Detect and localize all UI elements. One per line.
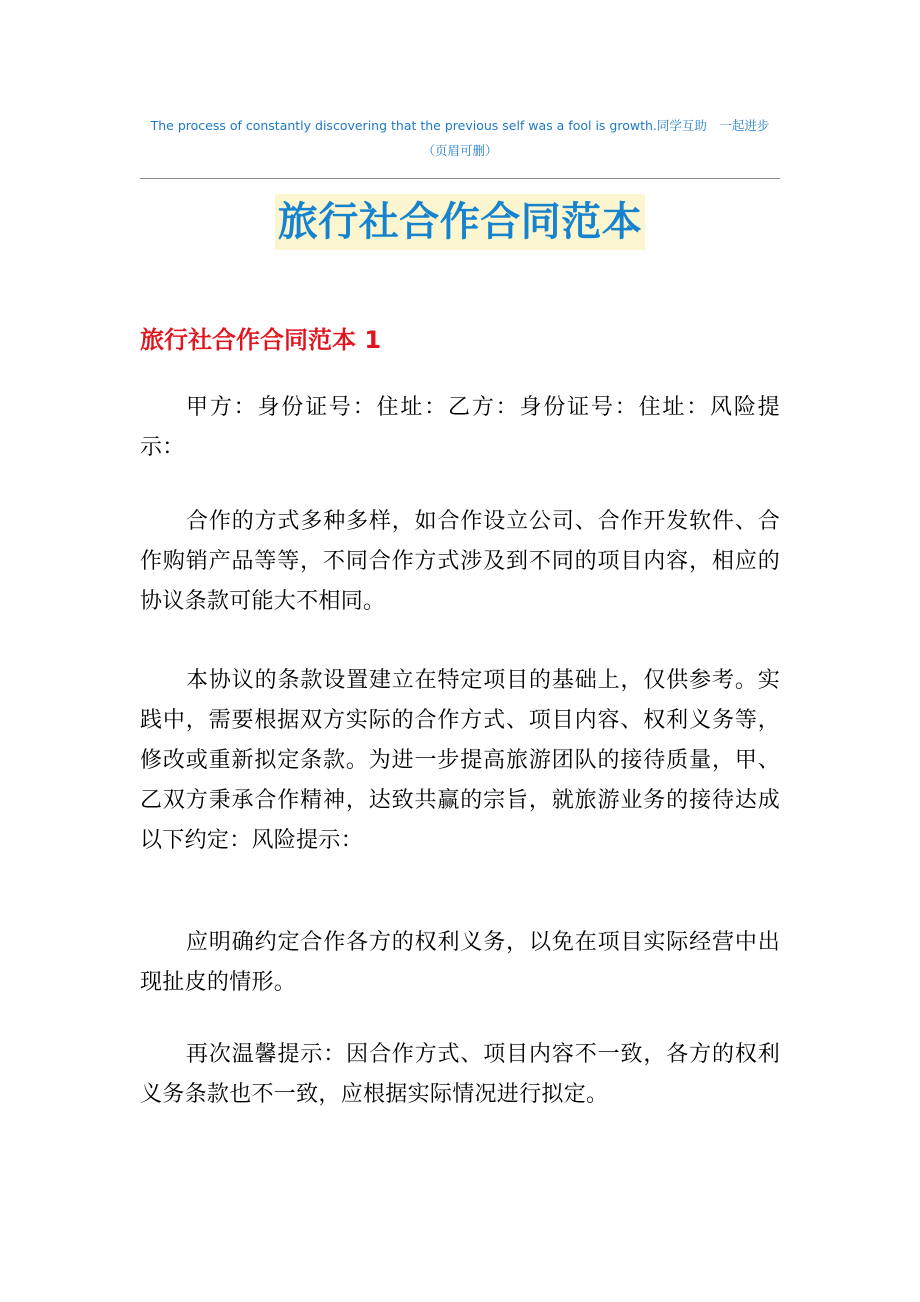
header-divider xyxy=(140,178,780,179)
paragraph-1: 甲方：身份证号：住址：乙方：身份证号：住址：风险提示： xyxy=(140,395,780,460)
paragraph-4: 应明确约定合作各方的权利义务，以免在项目实际经营中出现扯皮的情形。 xyxy=(140,930,780,995)
section-heading: 旅行社合作合同范本 1 xyxy=(140,326,382,354)
title-container xyxy=(0,194,920,250)
paragraph-2: 合作的方式多种多样，如合作设立公司、合作开发软件、合作购销产品等等，不同合作方式涉及到不同的项目内容，相应的协议条款可能大不相同。 xyxy=(140,509,780,614)
paragraph-5: 再次温馨提示：因合作方式、项目内容不一致，各方的权利义务条款也不一致，应根据实际情况进行拟定。 xyxy=(140,1042,780,1107)
page-header: The process of constantly discovering that the previous self was a fool is growth.同学互助 一起进步（页眉可删） xyxy=(150,118,770,158)
document-title: 旅行社合作合同范本 xyxy=(275,194,646,250)
paragraph-3: 本协议的条款设置建立在特定项目的基础上，仅供参考。实践中，需要根据双方实际的合作方式、项目内容、权利义务等，修改或重新拟定条款。为进一步提高旅游团队的接待质量，甲、乙双方秉承合作精神，达致共赢的宗旨，就旅游业务的接待达成以下约定：风险提示： xyxy=(140,668,780,853)
